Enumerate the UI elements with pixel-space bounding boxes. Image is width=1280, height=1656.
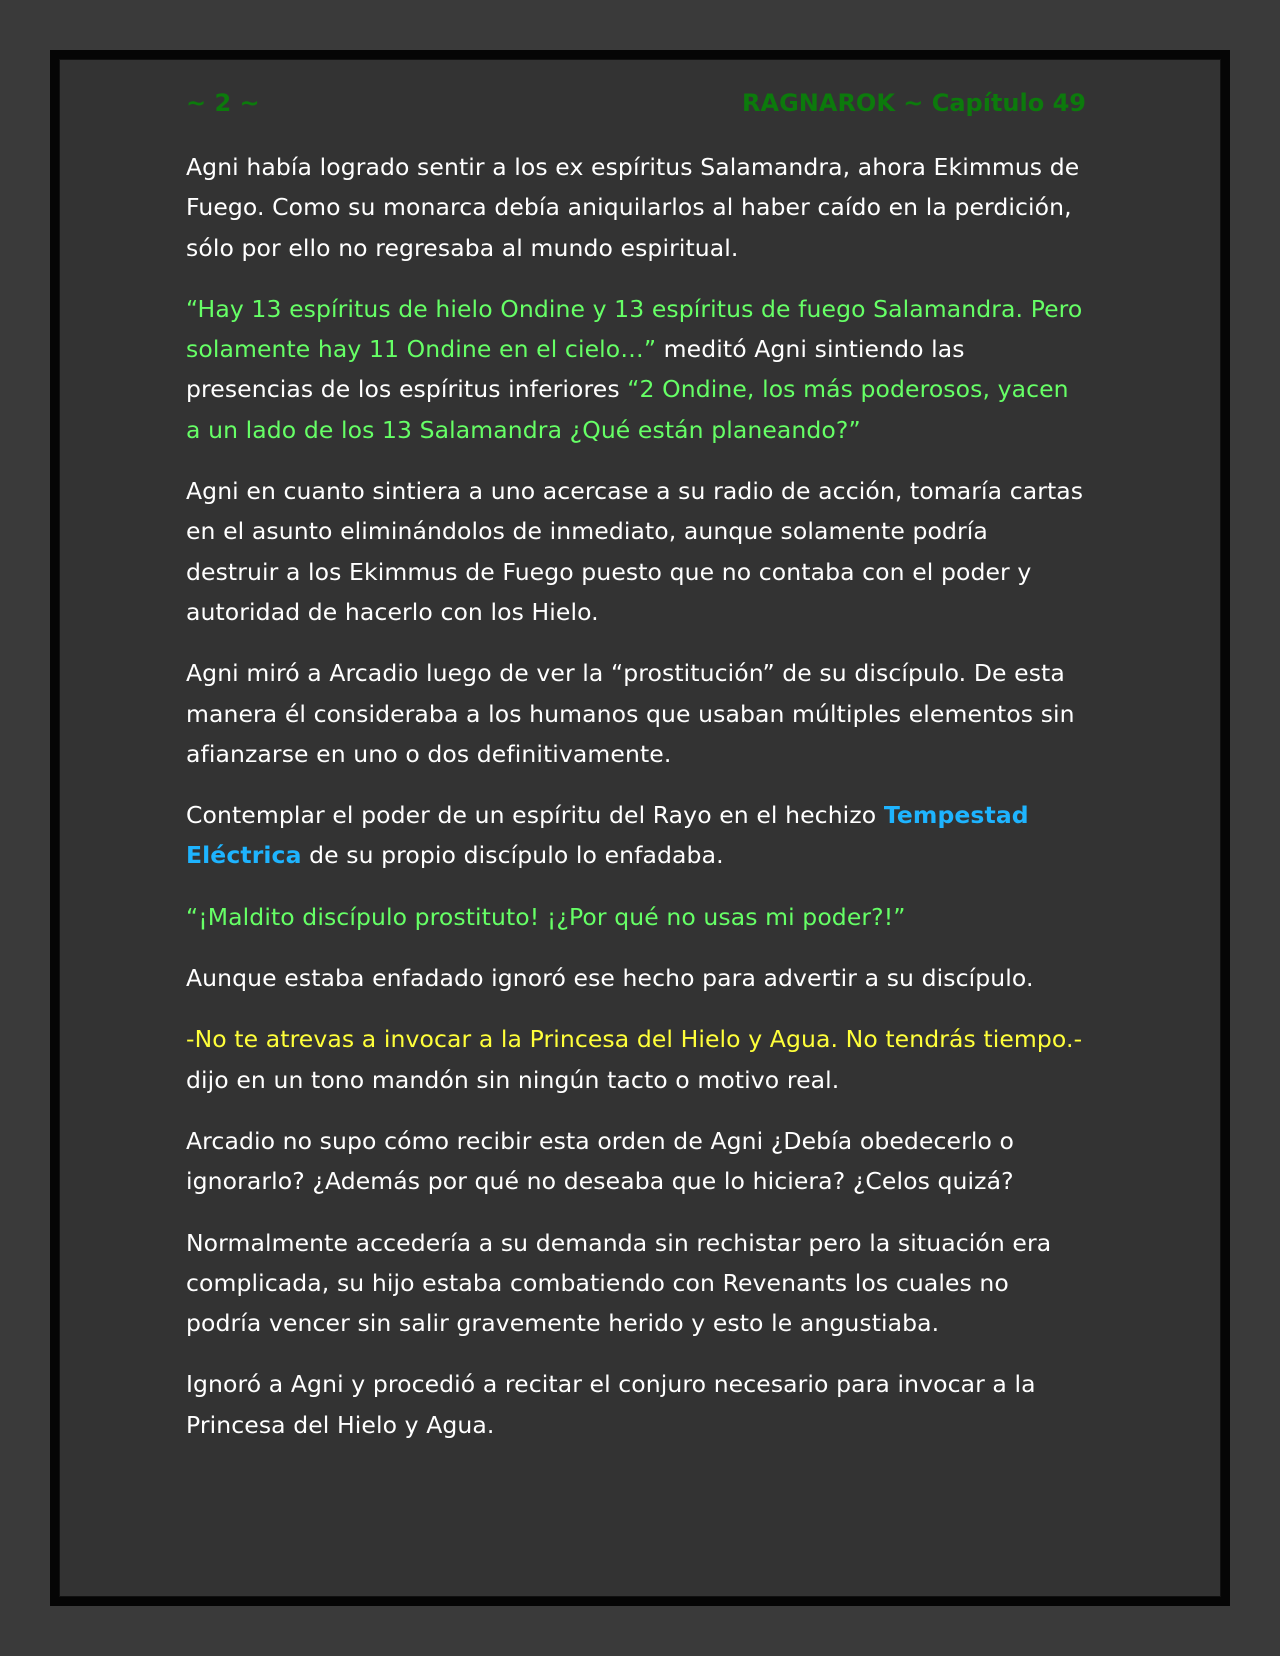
paragraph (186, 1121, 1086, 1202)
thought-text: “¡Maldito discípulo prostituto! ¡¿Por qué no usas mi poder?!” (186, 902, 906, 931)
narration-text: Agni miró a Arcadio luego de ver la “prostitución” de su discípulo. De esta manera él consideraba a los humanos que usaban múltiples elementos sin afianzarse en uno o dos definitivamente. (186, 659, 1075, 768)
paragraph (186, 147, 1086, 268)
narration-text: meditó Agni sintiendo las presencias de los espíritus inferiores (186, 335, 965, 404)
paragraph (186, 1223, 1086, 1344)
paragraph (186, 1364, 1086, 1445)
paragraph (186, 795, 1086, 876)
thought-text: “2 Ondine, los más poderosos, yacen a un lado de los 13 Salamandra ¿Qué están planeando?” (186, 375, 1069, 444)
paragraph (186, 471, 1086, 632)
spell-name: Tempestad Eléctrica (186, 801, 1029, 870)
narration-text: Arcadio no supo cómo recibir esta orden de Agni ¿Debía obedecerlo o ignorarlo? ¿Además por qué no deseaba que lo hiciera? ¿Celos quizá? (186, 1126, 1014, 1196)
page-header (186, 85, 1086, 121)
document-page (50, 50, 1230, 1606)
paragraph (186, 958, 1086, 998)
narration-text: Agni en cuanto sintiera a uno acercase a su radio de acción, tomaría cartas en el asunto eliminándolos de inmediato, aunque solamente podría destruir a los Ekimmus de Fuego puesto que no contaba con el poder y autoridad de hacerlo con los Hielo. (186, 477, 1084, 626)
narration-text: Contemplar el poder de un espíritu del Rayo en el hechizo (186, 801, 884, 830)
narration-text: Normalmente accedería a su demanda sin rechistar pero la situación era complicada, su hijo estaba combatiendo con Revenants los cuales no podría vencer sin salir gravemente herido y esto le angustiaba. (186, 1228, 1052, 1338)
paragraph (186, 897, 1086, 937)
narration-text: Agni había logrado sentir a los ex espíritus Salamandra, ahora Ekimmus de Fuego. Como su monarca debía aniquilarlos al haber caído en la perdición, sólo por ello no regresaba al mundo espiritual. (186, 153, 1080, 262)
running-title: RAGNAROK ~ Capítulo 49 (742, 89, 1086, 117)
narration-text: de su propio discípulo lo enfadaba. (301, 841, 724, 870)
dialogue-text: -No te atrevas a invocar a la Princesa del Hielo y Agua. No tendrás tiempo.- (186, 1025, 1083, 1054)
page-number: ~ 2 ~ (186, 89, 260, 117)
narration-text: dijo en un tono mandón sin ningún tacto o motivo real. (186, 1065, 840, 1094)
narration-text: Aunque estaba enfadado ignoró ese hecho para advertir a su discípulo. (186, 964, 1034, 993)
paragraph (186, 653, 1086, 774)
narration-text: Ignoró a Agni y procedió a recitar el conjuro necesario para invocar a la Princesa del Hielo y Agua. (186, 1370, 1036, 1439)
page-body (186, 147, 1086, 1466)
paragraph (186, 1019, 1086, 1100)
paragraph (186, 289, 1086, 450)
thought-text: “Hay 13 espíritus de hielo Ondine y 13 espíritus de fuego Salamandra. Pero solamente hay 11 Ondine en el cielo…” (186, 294, 1083, 364)
